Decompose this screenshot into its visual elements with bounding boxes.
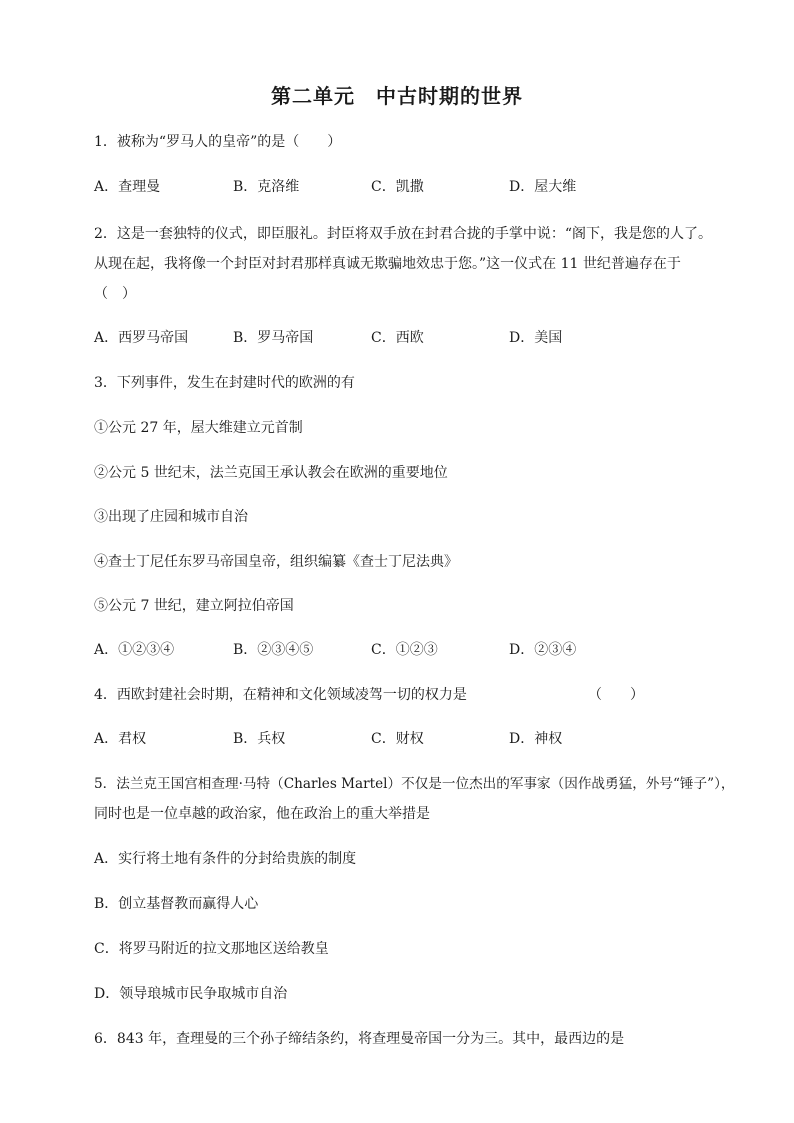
- option-a: A．查理曼: [94, 179, 161, 195]
- option-b: B．罗马帝国: [233, 330, 314, 346]
- question-3-stem: 3．下列事件，发生在封建时代的欧洲的有: [94, 375, 355, 391]
- question-4-stem: 4．西欧封建社会时期，在精神和文化领域凌驾一切的权力是: [94, 687, 467, 703]
- question-3-item-4: ④查士丁尼任东罗马帝国皇帝，组织编纂《查士丁尼法典》: [94, 554, 458, 570]
- question-3-item-5: ⑤公元 7 世纪，建立阿拉伯帝国: [94, 598, 294, 614]
- question-6-stem: 6．843 年，查理曼的三个孙子缔结条约，将查理曼帝国一分为三。其中，最西边的是: [94, 1031, 625, 1047]
- question-5-option-c: C．将罗马附近的拉文那地区送给教皇: [94, 941, 329, 957]
- option-b: B．兵权: [233, 731, 286, 747]
- option-c: C．财权: [371, 731, 424, 747]
- option-c: C．凯撒: [371, 179, 424, 195]
- question-1-stem: 1．被称为“罗马人的皇帝”的是（ ）: [94, 134, 342, 150]
- question-4-answer-blank: （ ）: [588, 687, 644, 703]
- question-3-item-1: ①公元 27 年，屋大维建立元首制: [94, 420, 303, 436]
- question-5-option-d: D．领导琅城市民争取城市自治: [94, 986, 288, 1002]
- question-2-stem-line-1: 2．这是一套独特的仪式，即臣服礼。封臣将双手放在封君合拢的手掌中说：“阁下，我是您的人了。: [94, 226, 713, 242]
- option-a: A．①②③④: [94, 642, 175, 658]
- question-2-stem-line-2: 从现在起，我将像一个封臣对封君那样真诚无欺骗地效忠于您。”这一仪式在 11 世纪普遍存在于: [94, 256, 681, 272]
- option-d: D．美国: [509, 330, 563, 346]
- option-a: A．西罗马帝国: [94, 330, 189, 346]
- option-c: C．西欧: [371, 330, 424, 346]
- question-5-option-b: B．创立基督教而赢得人心: [94, 896, 259, 912]
- question-5-stem-line-1: 5．法兰克王国宫相查理·马特（Charles Martel）不仅是一位杰出的军事家（因作战勇猛，外号“锤子”），: [94, 776, 735, 792]
- question-5-option-a: A．实行将土地有条件的分封给贵族的制度: [94, 851, 357, 867]
- option-b: B．②③④⑤: [233, 642, 314, 658]
- question-5-stem-line-2: 同时也是一位卓越的政治家，他在政治上的重大举措是: [94, 806, 430, 822]
- option-d: D．②③④: [509, 642, 577, 658]
- option-d: D．神权: [509, 731, 563, 747]
- option-c: C．①②③: [371, 642, 438, 658]
- question-3-item-3: ③出现了庄园和城市自治: [94, 509, 248, 525]
- page-title: 第二单元 中古时期的世界: [271, 84, 523, 108]
- option-a: A．君权: [94, 731, 147, 747]
- question-3-item-2: ②公元 5 世纪末，法兰克国王承认教会在欧洲的重要地位: [94, 465, 448, 481]
- question-2-stem-line-3: （ ）: [94, 286, 136, 302]
- option-d: D．屋大维: [509, 179, 577, 195]
- option-b: B．克洛维: [233, 179, 300, 195]
